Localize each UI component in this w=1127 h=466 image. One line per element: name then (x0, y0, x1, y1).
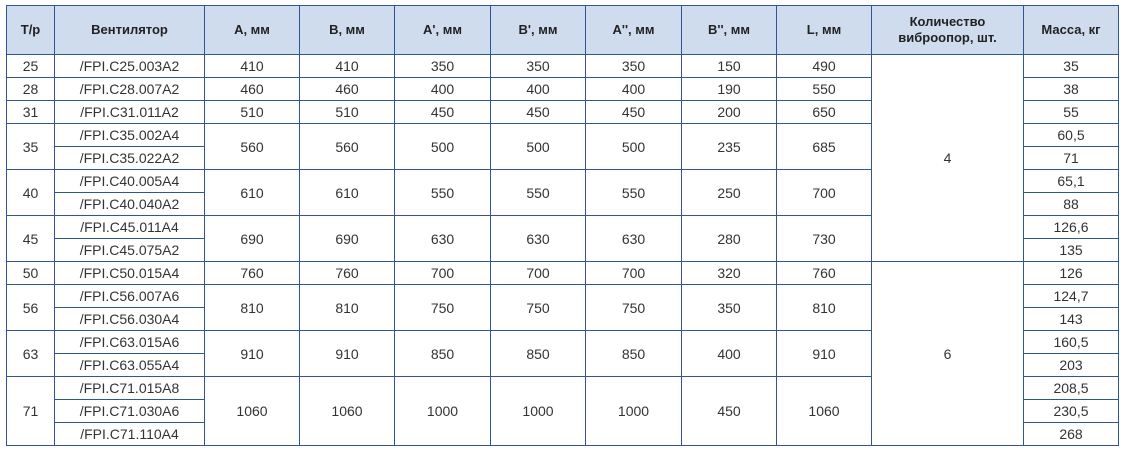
a-cell: 910 (205, 331, 300, 377)
a-prime-cell: 850 (395, 331, 491, 377)
mass-cell: 55 (1024, 101, 1119, 124)
length-cell: 550 (777, 78, 872, 101)
tr-size-cell: 25 (7, 55, 55, 78)
tr-size-cell: 45 (7, 216, 55, 262)
header-vibration-mounts: Количество виброопор, шт. (872, 6, 1024, 55)
b-double-prime-cell: 250 (682, 170, 777, 216)
b-cell: 910 (300, 331, 395, 377)
b-prime-cell: 450 (491, 101, 586, 124)
a-double-prime-cell: 450 (586, 101, 682, 124)
b-double-prime-cell: 190 (682, 78, 777, 101)
a-prime-cell: 400 (395, 78, 491, 101)
b-prime-cell: 500 (491, 124, 586, 170)
mass-cell: 65,1 (1024, 170, 1119, 193)
a-prime-cell: 700 (395, 262, 491, 285)
mass-cell: 208,5 (1024, 377, 1119, 400)
a-double-prime-cell: 400 (586, 78, 682, 101)
a-prime-cell: 630 (395, 216, 491, 262)
a-double-prime-cell: 1000 (586, 377, 682, 446)
b-prime-cell: 400 (491, 78, 586, 101)
length-cell: 910 (777, 331, 872, 377)
b-prime-cell: 700 (491, 262, 586, 285)
header-length: L, мм (777, 6, 872, 55)
a-cell: 1060 (205, 377, 300, 446)
b-prime-cell: 850 (491, 331, 586, 377)
fan-model-cell: /FPI.C56.030A4 (55, 308, 205, 331)
b-double-prime-cell: 400 (682, 331, 777, 377)
fan-model-cell: /FPI.C71.030A6 (55, 400, 205, 423)
a-prime-cell: 1000 (395, 377, 491, 446)
b-cell: 410 (300, 55, 395, 78)
b-cell: 560 (300, 124, 395, 170)
a-double-prime-cell: 630 (586, 216, 682, 262)
b-prime-cell: 630 (491, 216, 586, 262)
mass-cell: 35 (1024, 55, 1119, 78)
a-cell: 410 (205, 55, 300, 78)
mass-cell: 60,5 (1024, 124, 1119, 147)
a-cell: 690 (205, 216, 300, 262)
a-double-prime-cell: 500 (586, 124, 682, 170)
b-double-prime-cell: 150 (682, 55, 777, 78)
header-fan: Вентилятор (55, 6, 205, 55)
fan-model-cell: /FPI.C40.005A4 (55, 170, 205, 193)
length-cell: 810 (777, 285, 872, 331)
mass-cell: 38 (1024, 78, 1119, 101)
tr-size-cell: 50 (7, 262, 55, 285)
length-cell: 760 (777, 262, 872, 285)
a-cell: 560 (205, 124, 300, 170)
length-cell: 700 (777, 170, 872, 216)
mass-cell: 88 (1024, 193, 1119, 216)
mass-cell: 126,6 (1024, 216, 1119, 239)
tr-size-cell: 28 (7, 78, 55, 101)
table-body (7, 55, 1119, 446)
b-cell: 760 (300, 262, 395, 285)
tr-size-cell: 40 (7, 170, 55, 216)
length-cell: 1060 (777, 377, 872, 446)
fan-model-cell: /FPI.C63.055A4 (55, 354, 205, 377)
a-cell: 810 (205, 285, 300, 331)
header-b-double-prime: В'', мм (682, 6, 777, 55)
b-cell: 1060 (300, 377, 395, 446)
a-double-prime-cell: 350 (586, 55, 682, 78)
b-cell: 510 (300, 101, 395, 124)
a-cell: 510 (205, 101, 300, 124)
mass-cell: 135 (1024, 239, 1119, 262)
b-prime-cell: 350 (491, 55, 586, 78)
a-prime-cell: 500 (395, 124, 491, 170)
mass-cell: 124,7 (1024, 285, 1119, 308)
vibration-mounts-cell: 4 (872, 55, 1024, 262)
length-cell: 490 (777, 55, 872, 78)
fan-model-cell: /FPI.C56.007A6 (55, 285, 205, 308)
table-row (7, 262, 1119, 285)
header-row (7, 6, 1119, 55)
fan-model-cell: /FPI.C31.011A2 (55, 101, 205, 124)
mass-cell: 143 (1024, 308, 1119, 331)
fan-model-cell: /FPI.C71.110A4 (55, 423, 205, 446)
b-double-prime-cell: 350 (682, 285, 777, 331)
fan-model-cell: /FPI.C45.075A2 (55, 239, 205, 262)
a-prime-cell: 450 (395, 101, 491, 124)
a-double-prime-cell: 850 (586, 331, 682, 377)
fan-model-cell: /FPI.C63.015A6 (55, 331, 205, 354)
fan-model-cell: /FPI.C45.011A4 (55, 216, 205, 239)
length-cell: 730 (777, 216, 872, 262)
mass-cell: 268 (1024, 423, 1119, 446)
b-prime-cell: 750 (491, 285, 586, 331)
mass-cell: 126 (1024, 262, 1119, 285)
fan-model-cell: /FPI.C50.015A4 (55, 262, 205, 285)
fan-model-cell: /FPI.C35.002A4 (55, 124, 205, 147)
a-prime-cell: 750 (395, 285, 491, 331)
a-prime-cell: 350 (395, 55, 491, 78)
a-double-prime-cell: 550 (586, 170, 682, 216)
tr-size-cell: 71 (7, 377, 55, 446)
a-cell: 460 (205, 78, 300, 101)
b-cell: 690 (300, 216, 395, 262)
mass-cell: 203 (1024, 354, 1119, 377)
b-cell: 460 (300, 78, 395, 101)
fan-dimensions-table-container (6, 5, 1119, 446)
b-double-prime-cell: 450 (682, 377, 777, 446)
mass-cell: 160,5 (1024, 331, 1119, 354)
fan-dimensions-table (6, 5, 1119, 446)
header-a: А, мм (205, 6, 300, 55)
b-cell: 810 (300, 285, 395, 331)
fan-model-cell: /FPI.C25.003A2 (55, 55, 205, 78)
a-double-prime-cell: 700 (586, 262, 682, 285)
a-cell: 610 (205, 170, 300, 216)
header-a-double-prime: А'', мм (586, 6, 682, 55)
tr-size-cell: 56 (7, 285, 55, 331)
tr-size-cell: 31 (7, 101, 55, 124)
b-double-prime-cell: 320 (682, 262, 777, 285)
fan-model-cell: /FPI.C40.040A2 (55, 193, 205, 216)
b-prime-cell: 550 (491, 170, 586, 216)
fan-model-cell: /FPI.C28.007A2 (55, 78, 205, 101)
header-mass: Масса, кг (1024, 6, 1119, 55)
b-cell: 610 (300, 170, 395, 216)
header-b-prime: В', мм (491, 6, 586, 55)
header-a-prime: А', мм (395, 6, 491, 55)
vibration-mounts-cell: 6 (872, 262, 1024, 446)
a-prime-cell: 550 (395, 170, 491, 216)
tr-size-cell: 35 (7, 124, 55, 170)
length-cell: 650 (777, 101, 872, 124)
fan-model-cell: /FPI.C71.015A8 (55, 377, 205, 400)
header-b: В, мм (300, 6, 395, 55)
tr-size-cell: 63 (7, 331, 55, 377)
b-double-prime-cell: 280 (682, 216, 777, 262)
table-row (7, 55, 1119, 78)
header-tr: Т/р (7, 6, 55, 55)
b-prime-cell: 1000 (491, 377, 586, 446)
a-double-prime-cell: 750 (586, 285, 682, 331)
mass-cell: 230,5 (1024, 400, 1119, 423)
b-double-prime-cell: 200 (682, 101, 777, 124)
b-double-prime-cell: 235 (682, 124, 777, 170)
mass-cell: 71 (1024, 147, 1119, 170)
a-cell: 760 (205, 262, 300, 285)
length-cell: 685 (777, 124, 872, 170)
fan-model-cell: /FPI.C35.022A2 (55, 147, 205, 170)
